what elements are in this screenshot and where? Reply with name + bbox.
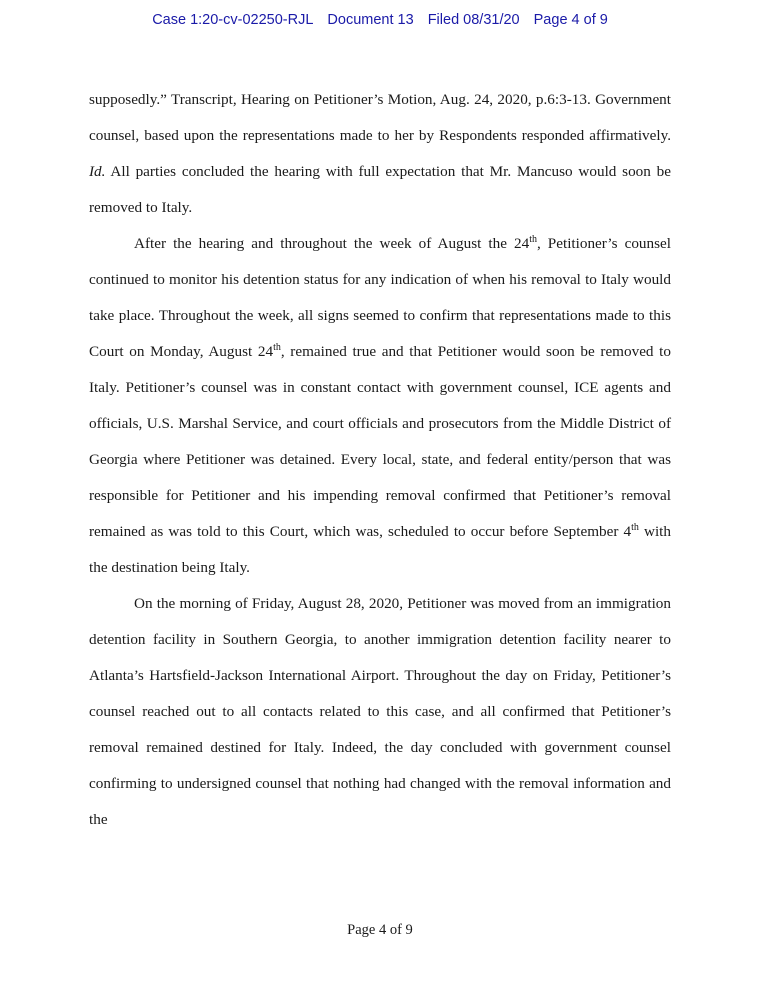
paragraph-text: On the morning of Friday, August 28, 2020, Petitioner was moved from an immigration detention facility in Southern Georgia, to another immigration detention facility nearer to Atlanta’s Hartsfield-Jackson International Airport. Throughout the day on Friday, Petitioner’s counsel reached out to all contacts related to this case, and all confirmed that Petitioner’s removal remained destined for Italy. Indeed, the day concluded with government counsel confirming to undersigned counsel that nothing had changed with the removal information and the: [89, 595, 671, 828]
paragraph-after-hearing: [89, 226, 671, 586]
citation-id: Id.: [89, 163, 106, 180]
document-body: [89, 82, 671, 838]
paragraph-text: , Petitioner’s counsel continued to monitor his detention status for any indication of when his removal to Italy would take place. Throughout the week, all signs seemed to confirm that representations made to this Court on Monday, August 24: [89, 235, 671, 360]
paragraph-text: , remained true and that Petitioner would soon be removed to Italy. Petitioner’s counsel was in constant contact with government counsel, ICE agents and officials, U.S. Marshal Service, and court officials and prosecutors from the Middle District of Georgia where Petitioner was detained. Every local, state, and federal entity/person that was responsible for Petitioner and his impending removal confirmed that Petitioner’s removal remained as was told to this Court, which was, scheduled to occur before September 4: [89, 343, 671, 540]
paragraph-text: All parties concluded the hearing with full expectation that Mr. Mancuso would soon be removed to Italy.: [89, 163, 671, 216]
case-number: Case 1:20-cv-02250-RJL: [152, 12, 314, 28]
paragraph-text: supposedly.” Transcript, Hearing on Petitioner’s Motion, Aug. 24, 2020, p.6:3-13. Government counsel, based upon the representations made to her by Respondents responded affirmatively.: [89, 91, 671, 144]
paragraph-friday-morning: [89, 586, 671, 838]
document-number: Document 13: [327, 12, 414, 28]
paragraph-text: with the destination being Italy.: [89, 523, 671, 576]
ordinal-suffix: th: [631, 521, 639, 533]
ecf-header: [0, 12, 760, 28]
paragraph-continuation: [89, 82, 671, 226]
header-page-number: Page 4 of 9: [533, 12, 608, 28]
ordinal-suffix: th: [529, 233, 537, 245]
ordinal-suffix: th: [273, 341, 281, 353]
filed-date: Filed 08/31/20: [427, 12, 520, 28]
page-footer: Page 4 of 9: [347, 922, 413, 938]
paragraph-text: After the hearing and throughout the week of August the 24: [134, 235, 530, 252]
